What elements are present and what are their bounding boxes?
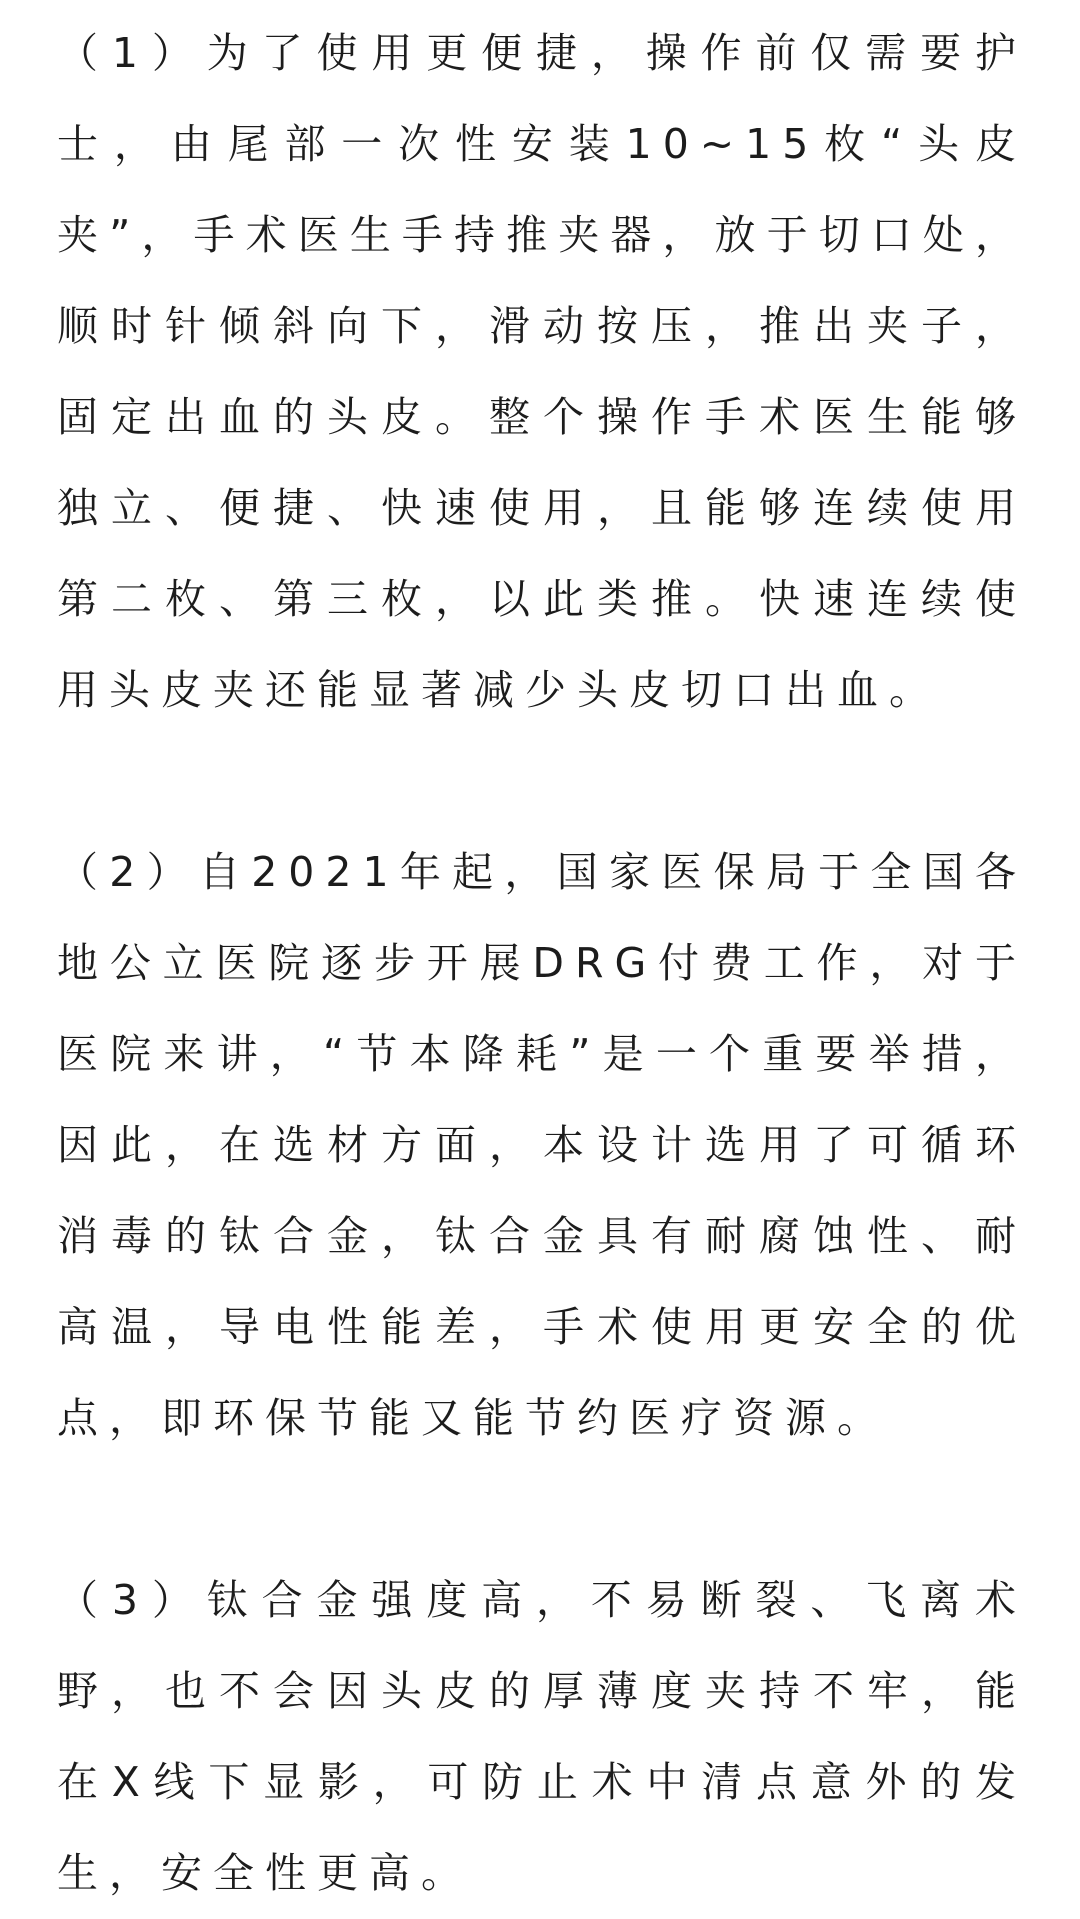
- paragraph-3: （3）钛合金强度高，不易断裂、飞离术野，也不会因头皮的厚薄度夹持不牢，能在X线下显影，可防止术中清点意外的发生，安全性更高。: [57, 1576, 1027, 1897]
- paragraph-2: （2）自2021年起，国家医保局于全国各地公立医院逐步开展DRG付费工作，对于医院来讲，“节本降耗”是一个重要举措，因此，在选材方面，本设计选用了可循环消毒的钛合金，钛合金具有耐腐蚀性、耐高温，导电性能差，手术使用更安全的优点，即环保节能又能节约医疗资源。: [57, 848, 1027, 1442]
- article-body: [57, 0, 1027, 1919]
- paragraph-1: （1）为了使用更便捷，操作前仅需要护士，由尾部一次性安装10~15枚“头皮夹”，手术医生手持推夹器，放于切口处，顺时针倾斜向下，滑动按压，推出夹子，固定出血的头皮。整个操作手术医生能够独立、便捷、快速使用，且能够连续使用第二枚、第三枚，以此类推。快速连续使用头皮夹还能显著减少头皮切口出血。: [57, 29, 1027, 714]
